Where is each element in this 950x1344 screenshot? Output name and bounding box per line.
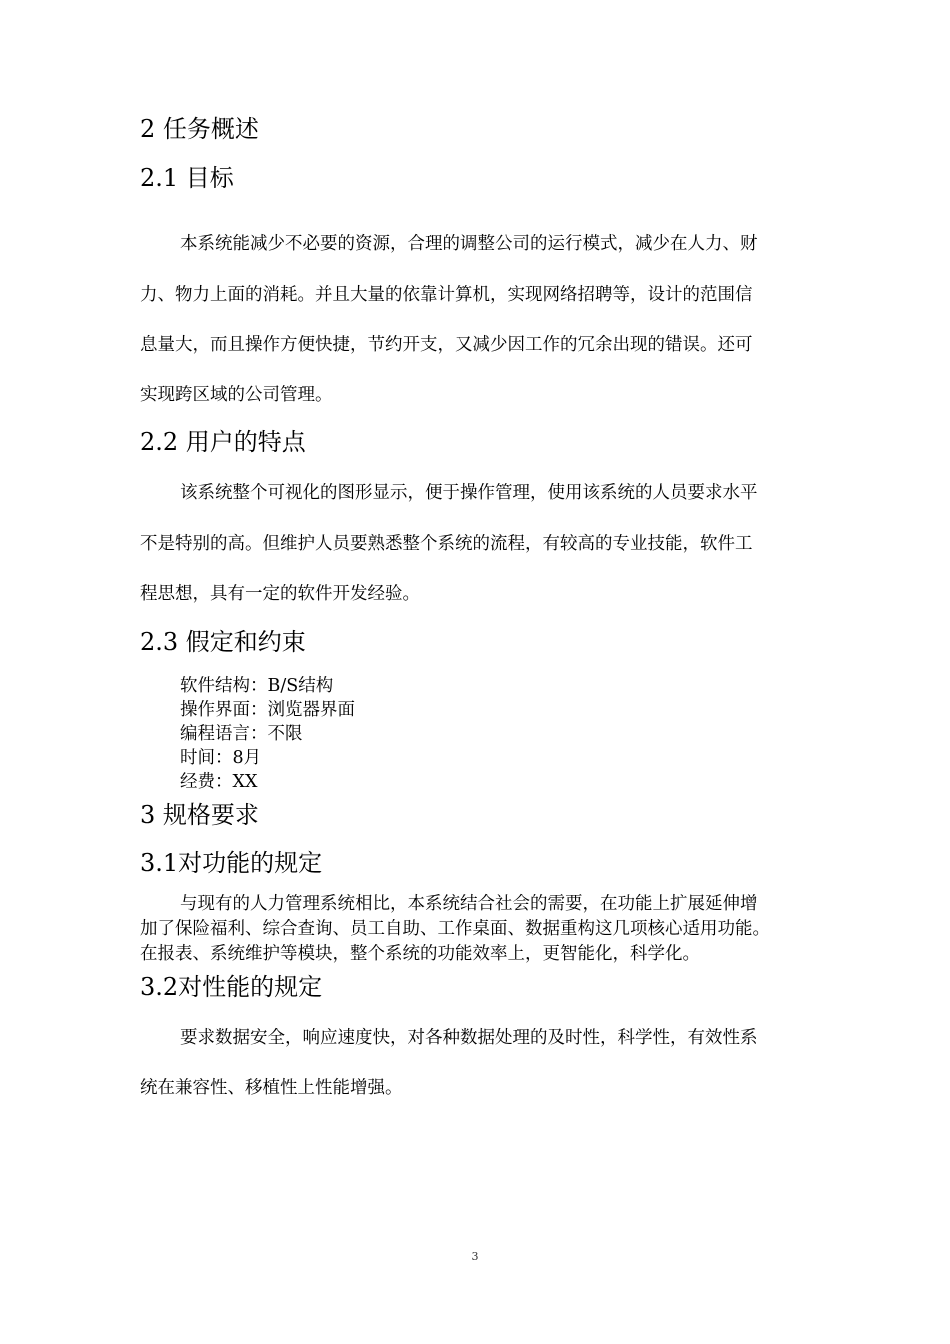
heading-2: 2 任务概述: [140, 115, 259, 143]
spec-item-language: 编程语言：不限: [180, 724, 303, 744]
paragraph-line: 要求数据安全，响应速度快，对各种数据处理的及时性，科学性，有效性系: [180, 1028, 758, 1048]
heading-3-2: 3.2对性能的规定: [140, 973, 323, 1001]
paragraph-line: 加了保险福利、综合查询、员工自助、工作桌面、数据重构这几项核心适用功能。: [140, 919, 770, 939]
spec-item-interface: 操作界面：浏览器界面: [180, 700, 355, 720]
paragraph-line: 该系统整个可视化的图形显示，便于操作管理，使用该系统的人员要求水平: [180, 483, 758, 503]
paragraph-goal: [140, 230, 820, 410]
spec-item-time: 时间：8月: [180, 748, 262, 768]
heading-2-2: 2.2 用户的特点: [140, 428, 306, 456]
heading-3: 3 规格要求: [140, 801, 259, 829]
paragraph-function: [140, 890, 820, 970]
spec-item-architecture: 软件结构：B/S结构: [180, 676, 334, 696]
paragraph-user-features: [140, 479, 820, 609]
page-number: 3: [471, 1250, 479, 1263]
paragraph-line: 本系统能减少不必要的资源，合理的调整公司的运行模式，减少在人力、财: [180, 234, 758, 254]
paragraph-line: 力、物力上面的消耗。并且大量的依靠计算机，实现网络招聘等，设计的范围信: [140, 285, 753, 305]
spec-item-budget: 经费：XX: [180, 772, 258, 792]
heading-3-1: 3.1对功能的规定: [140, 849, 323, 877]
paragraph-line: 统在兼容性、移植性上性能增强。: [140, 1078, 403, 1098]
paragraph-line: 实现跨区域的公司管理。: [140, 385, 333, 405]
paragraph-line: 息量大，而且操作方便快捷，节约开支，又减少因工作的冗余出现的错误。还可: [140, 335, 753, 355]
paragraph-performance: [140, 1024, 820, 1104]
paragraph-line: 与现有的人力管理系统相比，本系统结合社会的需要，在功能上扩展延伸增: [180, 894, 758, 914]
paragraph-line: 在报表、系统维护等模块，整个系统的功能效率上，更智能化，科学化。: [140, 944, 700, 964]
heading-2-1: 2.1 目标: [140, 164, 234, 192]
heading-2-3: 2.3 假定和约束: [140, 628, 306, 656]
paragraph-line: 不是特别的高。但维护人员要熟悉整个系统的流程，有较高的专业技能，软件工: [140, 534, 753, 554]
paragraph-line: 程思想，具有一定的软件开发经验。: [140, 584, 420, 604]
